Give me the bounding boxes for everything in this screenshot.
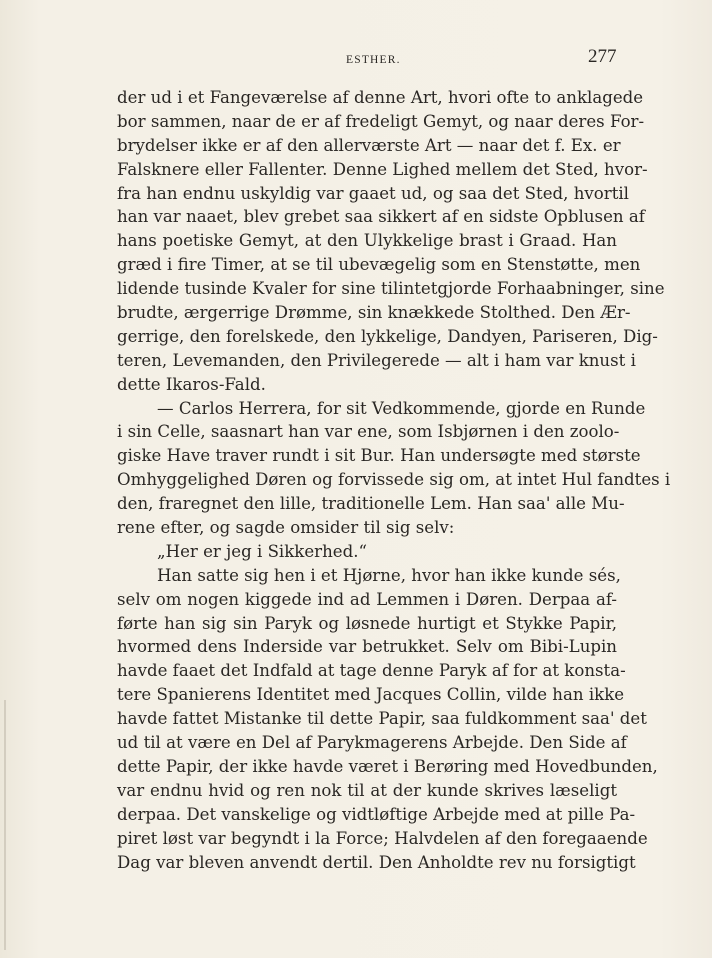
text-line: „Her er jeg i Sikkerhed.“ bbox=[157, 541, 367, 561]
text-line: teren, Levemanden, den Privilegerede — alt i ham var knust i bbox=[117, 350, 636, 370]
text-line: brydelser ikke er af den allerværste Art — naar det f. Ex. er bbox=[117, 135, 621, 155]
page-number: 277 bbox=[588, 46, 617, 67]
text-line: var endnu hvid og ren nok til at der kunde skrives læseligt bbox=[117, 780, 617, 800]
text-line: brudte, ærgerrige Drømme, sin knækkede Stolthed. Den Ær- bbox=[117, 303, 631, 323]
text-line: bor sammen, naar de er af fredeligt Gemyt, og naar deres For- bbox=[117, 111, 645, 131]
text-line: Omhyggelighed Døren og forvissede sig om, at intet Hul fandtes i bbox=[117, 470, 671, 490]
text-line: tere Spanierens Identitet med Jacques Collin, vilde han ikke bbox=[117, 685, 625, 705]
text-line: Han satte sig hen i et Hjørne, hvor han ikke kunde sés, bbox=[157, 565, 621, 585]
text-line: den, fraregnet den lille, traditionelle Lem. Han saa' alle Mu- bbox=[117, 494, 625, 514]
text-line: — Carlos Herrera, for sit Vedkommende, gjorde en Runde bbox=[157, 398, 646, 418]
text-line: Dag var bleven anvendt dertil. Den Anholdte rev nu forsigtigt bbox=[117, 852, 636, 872]
text-line: hvormed dens Inderside var betrukket. Selv om Bibi-Lupin bbox=[117, 637, 617, 657]
text-line: dette Ikaros-Fald. bbox=[117, 374, 266, 394]
text-line: lidende tusinde Kvaler for sine tilintetgjorde Forhaabninger, sine bbox=[117, 279, 665, 299]
text-line: havde faaet det Indfald at tage denne Paryk af for at konsta- bbox=[117, 661, 626, 681]
text-line: græd i fire Timer, at se til ubevægelig som en Stenstøtte, men bbox=[117, 255, 641, 275]
text-line: havde fattet Mistanke til dette Papir, saa fuldkomment saa' det bbox=[117, 709, 647, 729]
text-line: ud til at være en Del af Parykmagerens Arbejde. Den Side af bbox=[117, 733, 627, 753]
text-line: der ud i et Fangeværelse af denne Art, hvori ofte to anklagede bbox=[117, 88, 644, 107]
text-line: giske Have traver rundt i sit Bur. Han undersøgte med største bbox=[117, 446, 641, 466]
text-line: i sin Celle, saasnart han var ene, som Isbjørnen i den zoolo- bbox=[117, 422, 620, 442]
text-line: hans poetiske Gemyt, at den Ulykkelige brast i Graad. Han bbox=[117, 231, 617, 251]
text-line: førte han sig sin Paryk og løsnede hurtigt et Stykke Papir, bbox=[117, 613, 617, 633]
running-title: ESTHER. bbox=[346, 54, 401, 66]
text-line: rene efter, og sagde omsider til sig selv: bbox=[117, 518, 455, 538]
text-line: dette Papir, der ikke havde været i Berøring med Hovedbunden, bbox=[117, 756, 658, 776]
text-line: Falsknere eller Fallenter. Denne Lighed mellem det Sted, hvor- bbox=[117, 159, 648, 179]
text-line: piret løst var begyndt i la Force; Halvdelen af den foregaaende bbox=[117, 828, 648, 848]
text-line: selv om nogen kiggede ind ad Lemmen i Døren. Derpaa af- bbox=[117, 589, 617, 609]
text-line: gerrige, den forelskede, den lykkelige, Dandyen, Pariseren, Dig- bbox=[117, 326, 658, 346]
body-text bbox=[117, 86, 671, 874]
text-line: fra han endnu uskyldig var gaaet ud, og saa det Sted, hvortil bbox=[117, 183, 629, 203]
text-line: han var naaet, blev grebet saa sikkert af en sidste Opblusen af bbox=[117, 207, 645, 227]
running-head bbox=[0, 44, 712, 74]
page-edge-mark bbox=[4, 700, 6, 950]
text-line: derpaa. Det vanskelige og vidtløftige Arbejde med at pille Pa- bbox=[117, 804, 636, 824]
